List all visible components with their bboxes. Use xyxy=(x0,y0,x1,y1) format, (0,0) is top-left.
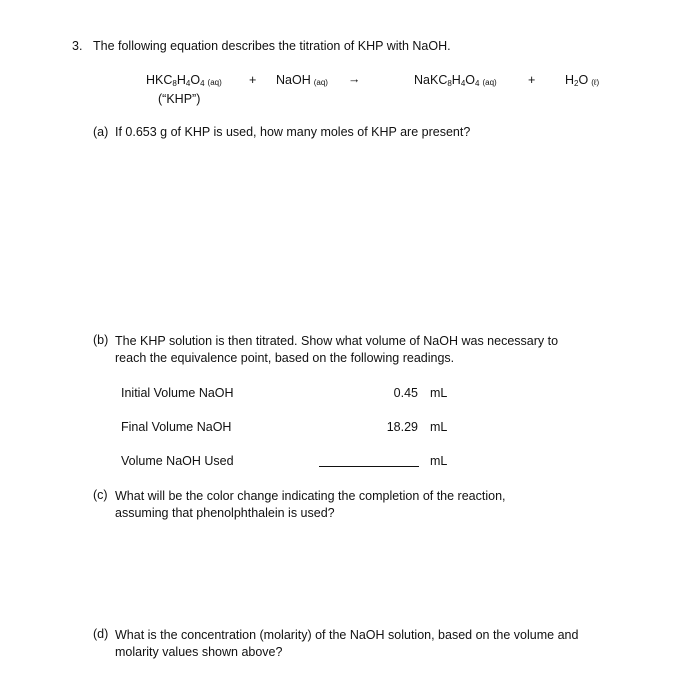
part-a-text: If 0.653 g of KHP is used, how many moles of KHP are present? xyxy=(115,125,471,139)
reading-used-answer-blank[interactable] xyxy=(319,455,419,467)
question-number: 3. xyxy=(72,39,83,53)
part-d-label: (d) xyxy=(93,627,109,641)
equation-plus-2: + xyxy=(528,73,536,87)
equation-khp-alias: (“KHP”) xyxy=(158,92,201,106)
reading-final-label: Final Volume NaOH xyxy=(121,420,232,434)
reading-initial-unit: mL xyxy=(430,386,448,400)
part-b-label: (b) xyxy=(93,333,109,347)
reading-initial-label: Initial Volume NaOH xyxy=(121,386,234,400)
equation-product-water: $H_2O$ (ℓ) xyxy=(565,73,600,88)
equation-arrow: → xyxy=(348,72,361,86)
equation-plus-1: + xyxy=(249,73,257,87)
equation-product-salt: $NaKC_8H_4O_4$ (aq) xyxy=(414,73,497,88)
question-stem: The following equation describes the titration of KHP with NaOH. xyxy=(93,39,451,53)
part-b-text: The KHP solution is then titrated. Show what volume of NaOH was necessary to reach the equivalence point, based on the following readings. xyxy=(115,334,559,365)
reading-used-unit: mL xyxy=(430,454,448,468)
part-d-text: What is the concentration (molarity) of the NaOH solution, based on the volume and molarity values shown above? xyxy=(115,628,579,659)
part-c-label: (c) xyxy=(93,488,108,502)
reading-final-unit: mL xyxy=(430,420,448,434)
reading-used-label: Volume NaOH Used xyxy=(121,454,234,468)
equation-reactant-khp: $HKC_8H_4O_4$ (aq) xyxy=(146,73,222,88)
part-a-label: (a) xyxy=(93,125,109,139)
equation-reactant-naoh: NaOH (aq) xyxy=(276,73,328,87)
reading-initial-value: 0.45 xyxy=(393,386,418,400)
reading-final-value: 18.29 xyxy=(386,420,418,434)
part-c-text: What will be the color change indicating the completion of the reaction, assuming that phenolphthalein is used? xyxy=(115,489,506,520)
